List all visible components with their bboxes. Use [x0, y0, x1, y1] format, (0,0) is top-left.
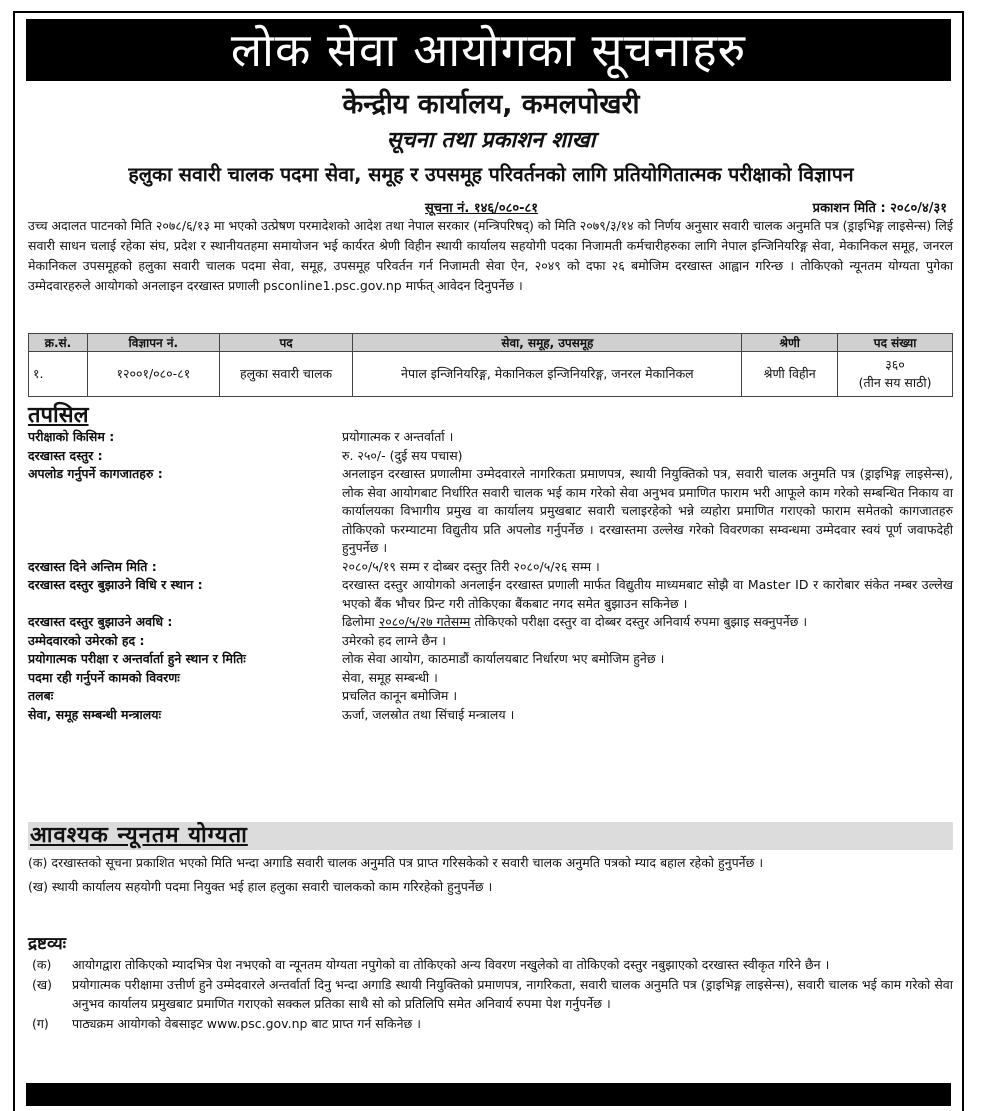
detail-label: प्रयोगात्मक परीक्षा र अन्तर्वार्ता हुने स्थान र मितिः — [28, 651, 246, 666]
deadline-underlined: २०८०/५/२७ गतेसम्म — [378, 614, 471, 629]
detail-label: पदमा रही गर्नुपर्ने कामको विवरणः — [28, 669, 180, 685]
col-ad-no: विज्ञापन नं. — [88, 334, 220, 352]
detail-label: परीक्षाको किसिम : — [28, 429, 115, 444]
count-number: ३६० — [885, 357, 905, 372]
detail-row — [28, 447, 953, 466]
office-name: केन्द्रीय कार्यालय, कमलपोखरी — [342, 89, 640, 120]
advertisement-title: हलुका सवारी चालक पदमा सेवा, समूह र उपसमूह परिवर्तनको लागि प्रतियोगितात्मक परीक्षाको विज्ञापन — [128, 163, 854, 186]
banner-title: लोक सेवा आयोगका सूचनाहरु — [26, 19, 951, 81]
qualification-item: (क) दरखास्तको सूचना प्रकाशित भएको मिति भन्दा अगाडि सवारी चालक अनुमति पत्र प्राप्त गरिसकेको र सवारी चालक अनुमति पत्रको म्याद बहाल रहेको हुनुपर्नेछ । — [28, 855, 764, 870]
qualification-heading-text: आवश्यक न्यूनतम योग्यता — [30, 823, 248, 848]
detail-row — [28, 687, 953, 706]
detail-row — [28, 650, 953, 669]
cell-ad-no: १२००१/०८०-८१ — [88, 352, 220, 397]
detail-value: लोक सेवा आयोग, काठमाडौं कार्यालयबाट निर्धारण भए बमोजिम हुनेछ । — [342, 651, 665, 666]
cell-class: श्रेणी विहीन — [742, 352, 838, 397]
note-item — [28, 1014, 953, 1034]
detail-label: उम्मेदवारको उमेरको हद : — [28, 632, 145, 648]
detail-row — [28, 576, 953, 613]
vacancy-table — [28, 333, 953, 397]
detail-value: सेवा, समूह सम्बन्धी । — [342, 669, 438, 685]
intro-paragraph: उच्च अदालत पाटनको मिति २०७८/६/१३ मा भएको उत्प्रेषण परमादेशको आदेश तथा नेपाल सरकार (मन्त्रिपरिषद्) को मिति २०७९/३/१४ को निर्णय अनुसार सवारी चालक अनुमति पत्र (ड्राइभिङ्ग लाइसेन्स) लिई सवारी साधन चलाई रहेका संघ, प्रदेश र स्थानीयतहमा समायोजन भई कार्यरत श्रेणी विहीन स्थायी कार्यालय सहयोगी पदका निजामती कर्मचारीहरुका लागि नेपाल इन्जिनियरिङ्ग सेवा, मेकानिकल समूह, जनरल मेकानिकल उपसमूहको हलुका सवारी चालक पदमा सेवा, समूह, उपसमूह परिवर्तन गर्न निजामती सेवा ऐन, २०४९ को दफा २६ बमोजिम दरखास्त आह्वान गरिन्छ । तोकिएको न्यूनतम योग्यता पुगेका उम्मेदवारहरुले आयोगको अनलाइन दरखास्त प्रणाली psconline1.psc.gov.np मार्फत् आवेदन दिनुपर्नेछ । — [28, 218, 953, 293]
table-header-row — [29, 334, 953, 352]
col-sn: क्र.सं. — [29, 334, 88, 352]
detail-value: दरखास्त दस्तुर आयोगको अनलाईन दरखास्त प्रणाली मार्फत विद्युतीय माध्यमबाट सोझै वा Master ID र कारोबार संकेत नम्बर उल्लेख भएको बैंक भौचर प्रिन्ट गरी तोकिएका बैंकबाट नगद समेत बुझाउन सकिनेछ । — [342, 577, 953, 611]
qualification-heading — [28, 822, 953, 850]
cell-sn: १. — [29, 352, 88, 397]
notice-number: सूचना नं. १४६/०८०-८१ — [425, 201, 539, 216]
detail-label: अपलोड गर्नुपर्ने कागजातहरु : — [28, 466, 163, 481]
col-count: पद संख्या — [838, 334, 953, 352]
note-marker: (क) — [32, 957, 52, 972]
detail-value — [342, 613, 953, 632]
value-suffix: तोकिएको परीक्षा दस्तुर वा दोब्बर दस्तुर अनिवार्य रुपमा बुझाइ सक्नुपर्नेछ । — [470, 614, 808, 629]
table-row — [29, 352, 953, 397]
count-words: (तीन सय साठी) — [858, 375, 932, 390]
cell-count — [838, 352, 953, 397]
note-text: आयोगद्वारा तोकिएको म्यादभित्र पेश नभएको वा न्यूनतम योग्यता नपुगेको वा तोकिएको अन्य विवरण नखुलेको वा तोकिएको दस्तुर नबुझाएको दरखास्त स्वीकृत गरिने छैन । — [72, 957, 830, 972]
col-service: सेवा, समूह, उपसमूह — [353, 334, 742, 352]
detail-row — [28, 428, 953, 447]
notes-heading: द्रष्टव्यः — [28, 934, 67, 954]
detail-row — [28, 632, 953, 651]
detail-row — [28, 558, 953, 577]
detail-row — [28, 613, 953, 632]
footer-bar — [26, 1083, 951, 1106]
note-text: प्रयोगात्मक परीक्षामा उत्तीर्ण हुने उम्मेदवारले अन्तर्वार्ता दिनु भन्दा अगाडि स्थायी नियुक्तिको प्रमाणपत्र, नागरिकता, सवारी चालक अनुमति पत्र (ड्राइभिङ्ग लाइसेन्स), सवारी चालक भई काम गरेको सेवा अनुभव कार्यालय प्रमुखबाट प्रमाणित गराएको सक्कल प्रतिका साथै सो को प्रतिलिपि समेत अनिवार्य रुपमा पेश गर्नुपर्नेछ । — [72, 976, 953, 1011]
col-post: पद — [219, 334, 353, 352]
value-prefix: ढिलोमा — [342, 614, 379, 629]
details-list — [28, 428, 953, 724]
detail-value: प्रचलित कानून बमोजिम । — [342, 688, 458, 703]
detail-value: प्रयोगात्मक र अन्तर्वार्ता । — [342, 429, 454, 444]
detail-row — [28, 706, 953, 725]
detail-label: तलबः — [28, 688, 54, 703]
detail-row — [28, 669, 953, 688]
qualification-list — [28, 852, 953, 900]
qualification-item: (ख) स्थायी कार्यालय सहयोगी पदमा नियुक्त भई हाल हलुका सवारी चालकको काम गरिरहेको हुनुपर्नेछ । — [28, 879, 493, 894]
detail-label: दरखास्त दस्तुर : — [28, 447, 103, 463]
note-marker: (ग) — [32, 1015, 49, 1031]
cell-post: हलुका सवारी चालक — [219, 352, 353, 397]
detail-value: रु. २५०/- (दुई सय पचास) — [342, 447, 463, 463]
detail-value: २०८०/५/१९ सम्म र दोब्बर दस्तुर तिरी २०८०/५/२६ सम्म । — [342, 558, 600, 574]
detail-label: सेवा, समूह सम्बन्धी मन्त्रालयः — [28, 706, 161, 722]
detail-value: अनलाइन दरखास्त प्रणालीमा उम्मेदवारले नागरिकता प्रमाणपत्र, स्थायी नियुक्तिको पत्र, सवारी चालक अनुमति पत्र (ड्राइभिङ्ग लाइसेन्स), लोक सेवा आयोगबाट निर्धारित सवारी चालक भई काम गरेको सेवा अनुभव प्रमाणित फाराम भरी आफूले काम गरेको सम्बन्धित निकाय वा कार्यालयका विभागीय प्रमुख वा कार्यालय प्रमुखबाट सवारी चलाइरहेको भन्ने व्यहोरा प्रमाणित गराएको फाराम समेतको कागजातहरु तोकिएको फरम्याटमा विद्युतीय प्रति अपलोड गर्नुपर्नेछ । दरखास्तमा उल्लेख गरेको विवरणका सम्वन्धमा उम्मेदवार स्वयं पूर्ण जवाफदेही हुनुपर्नेछ । — [342, 466, 953, 555]
note-item — [28, 975, 953, 1014]
notes-list — [28, 955, 953, 1033]
details-heading: तपसिल — [28, 403, 89, 428]
detail-value: ऊर्जा, जलस्रोत तथा सिंचाई मन्त्रालय । — [342, 706, 515, 722]
detail-label: दरखास्त दस्तुर बुझाउने विधि र स्थान : — [28, 577, 203, 592]
detail-label: दरखास्त दस्तुर बुझाउने अवधि : — [28, 614, 173, 629]
detail-row — [28, 465, 953, 558]
note-text: पाठ्यक्रम आयोगको वेबसाइट www.psc.gov.np बाट प्राप्त गर्न सकिनेछ । — [72, 1015, 421, 1031]
col-class: श्रेणी — [742, 334, 838, 352]
cell-service: नेपाल इन्जिनियरिङ्ग, मेकानिकल इन्जिनियरिङ्ग, जनरल मेकानिकल — [353, 352, 742, 397]
publication-date: प्रकाशन मिति : २०८०/४/३१ — [812, 201, 947, 216]
note-item — [28, 955, 953, 975]
branch-name: सूचना तथा प्रकाशन शाखा — [386, 128, 596, 153]
detail-value: उमेरको हद लाग्ने छैन । — [342, 632, 447, 648]
note-marker: (ख) — [32, 976, 52, 992]
detail-label: दरखास्त दिने अन्तिम मिति : — [28, 558, 157, 574]
